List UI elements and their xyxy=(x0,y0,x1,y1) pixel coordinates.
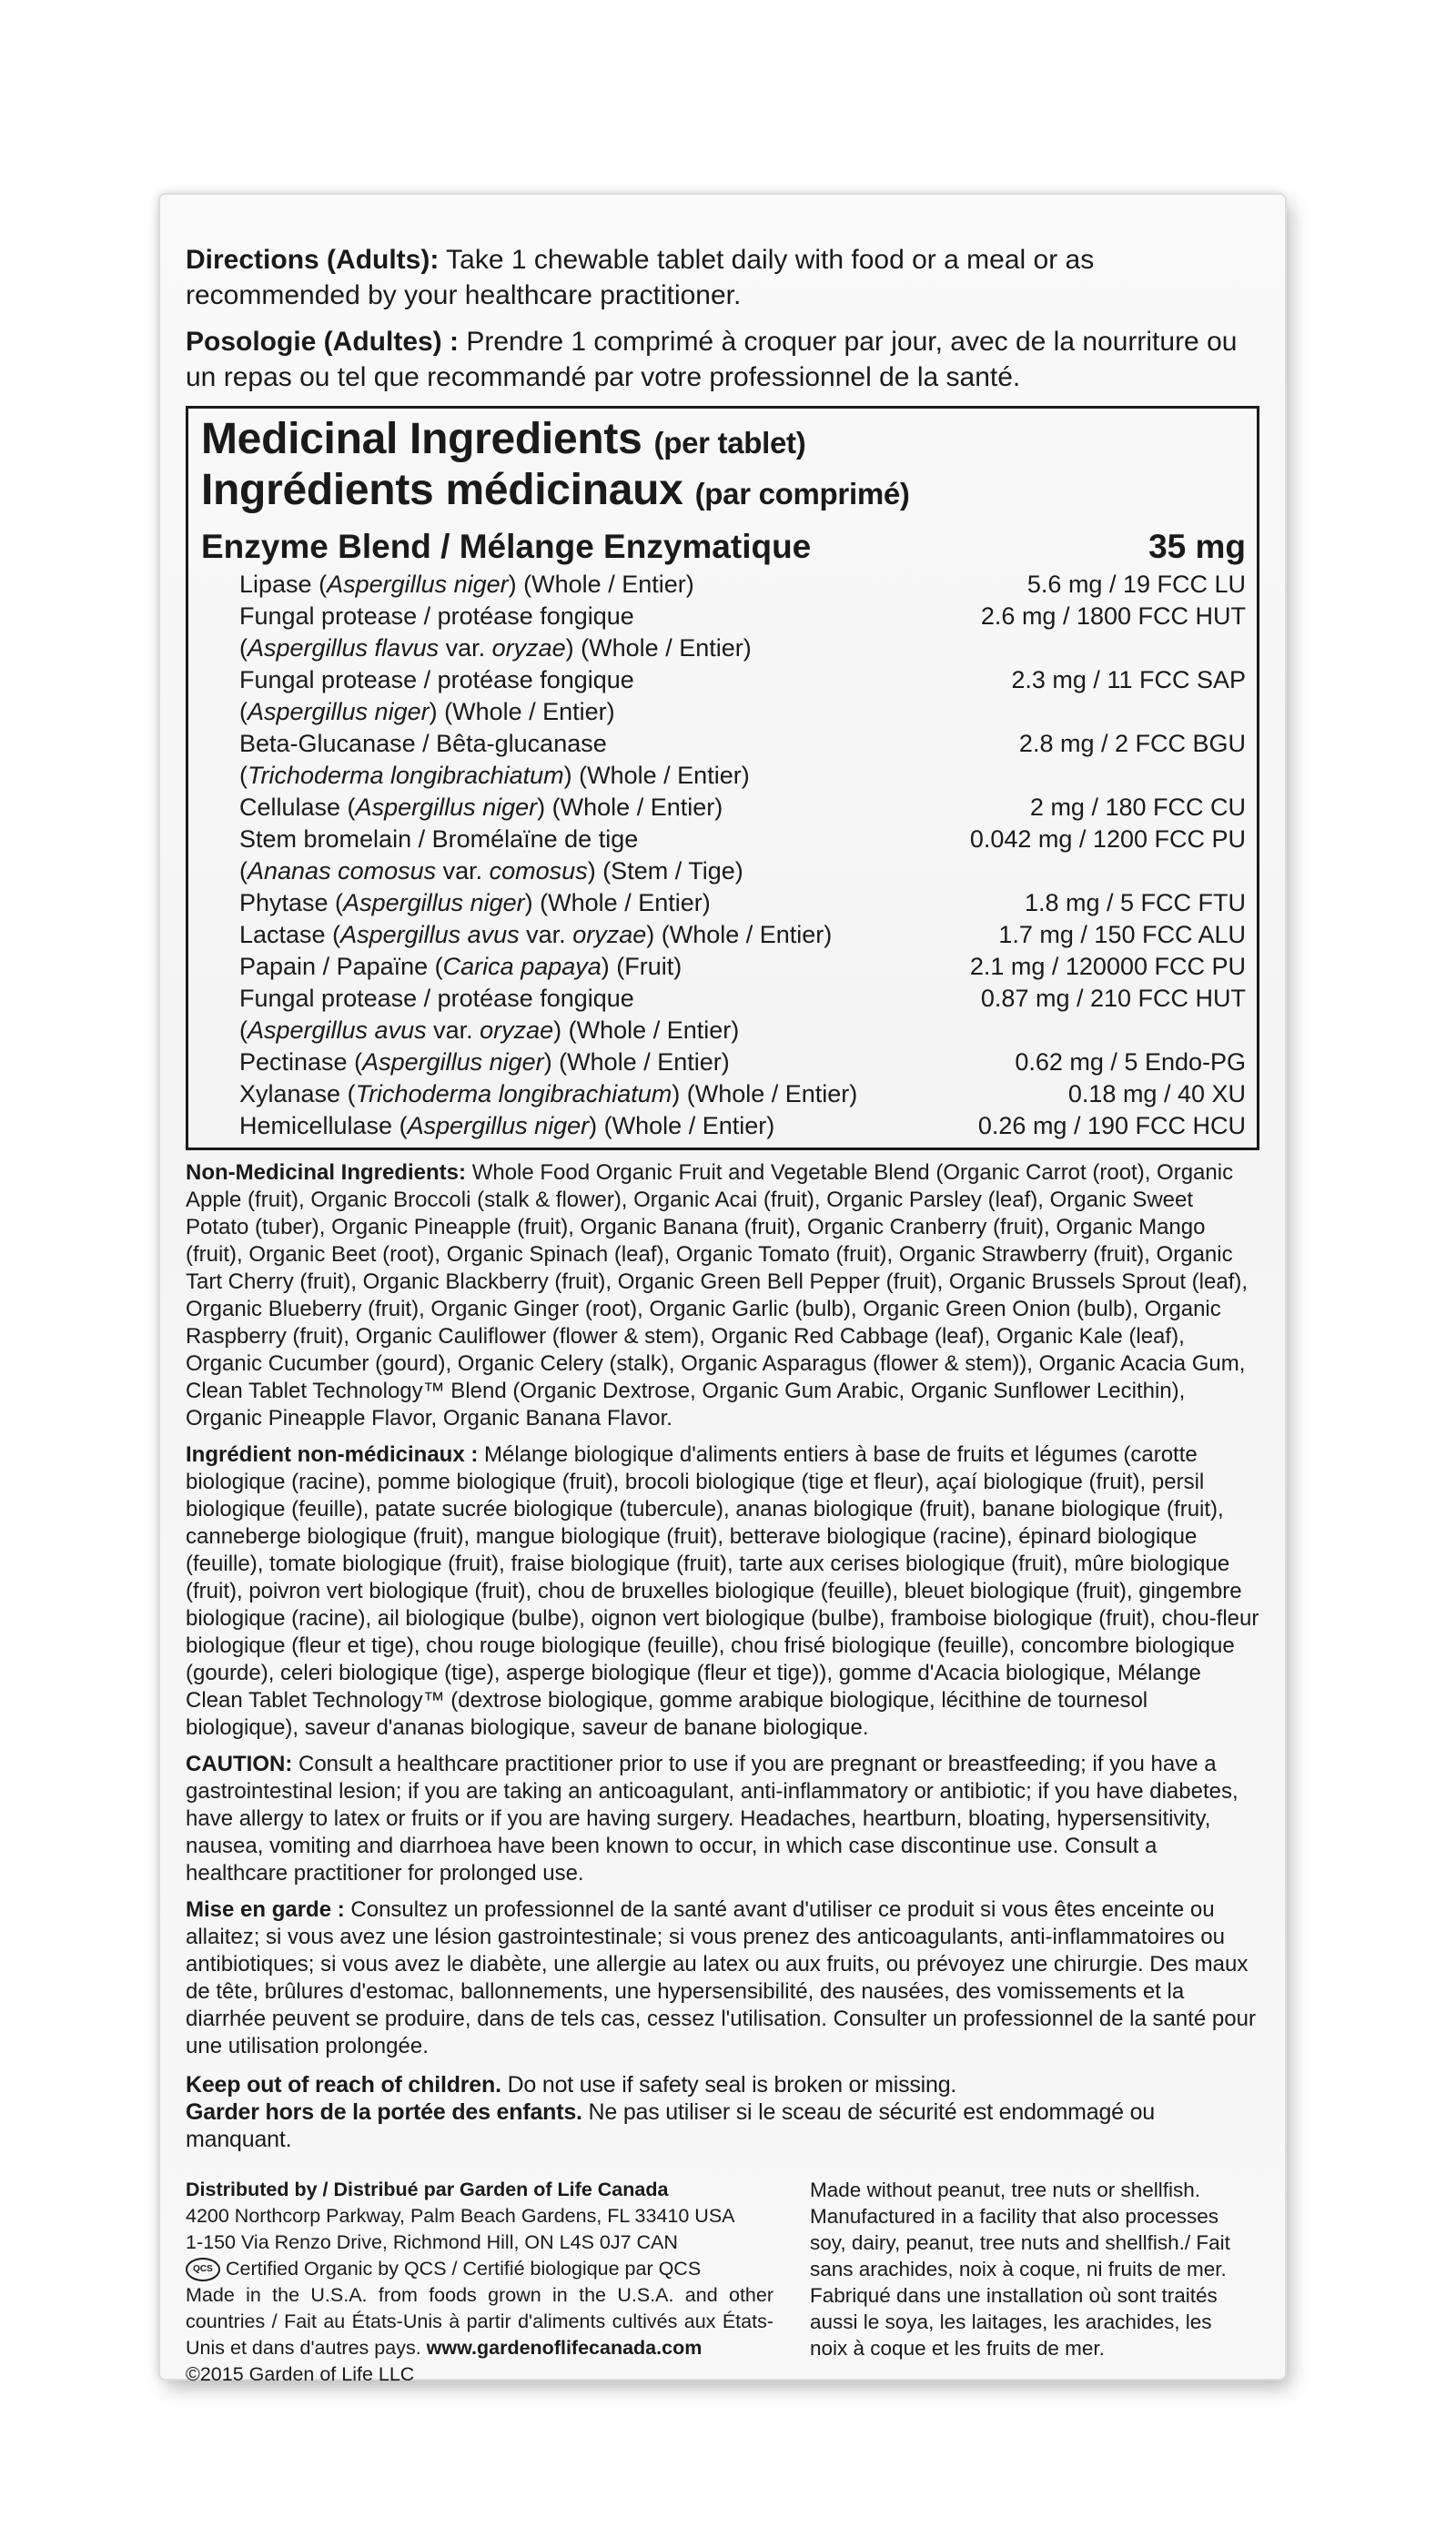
ingredient-name xyxy=(239,696,1237,728)
website: www.gardenoflifecanada.com xyxy=(426,2337,703,2359)
directions-fr-label: Posologie (Adultes) : xyxy=(186,327,459,357)
ingredient-name-part: ) (Whole / Entier) xyxy=(429,698,615,725)
ingredient-name-part: oryzae xyxy=(572,921,647,948)
ingredient-name-part: Aspergillus niger xyxy=(327,571,509,598)
ingredients-title-en xyxy=(201,416,1246,467)
non-medicinal-en-label: Non-Medicinal Ingredients: xyxy=(186,1160,467,1185)
ingredient-name-part: Fungal protease / protéase fongique xyxy=(239,985,634,1012)
ingredient-rows xyxy=(239,569,1246,1142)
ingredient-name xyxy=(239,1110,969,1142)
label-panel xyxy=(160,195,1285,2385)
keep-out-of-reach-en xyxy=(186,2071,1259,2098)
ingredient-name-part: Stem bromelain / Bromélaïne de tige xyxy=(239,825,639,853)
ingredient-name xyxy=(239,760,1237,792)
ingredient-name-part: ) (Whole / Entier) xyxy=(672,1080,858,1107)
distributor-label: Distributed by / Distribué par Garden of Life Canada xyxy=(186,2179,669,2200)
directions-en-label: Directions (Adults): xyxy=(186,245,440,275)
ingredient-name-part: ) (Whole / Entier) xyxy=(565,634,752,662)
qcs-logo-icon: QCS xyxy=(186,2258,220,2281)
ingredient-row xyxy=(239,855,1246,887)
ingredient-name-part: Lipase ( xyxy=(239,571,328,598)
distributor-address-us: 4200 Northcorp Parkway, Palm Beach Gardens, FL 33410 USA xyxy=(186,2205,735,2227)
ingredient-row xyxy=(239,983,1246,1015)
ingredient-name-part: Lactase ( xyxy=(239,921,341,948)
ingredient-name-part: ( xyxy=(239,698,248,725)
caution-en-text: Consult a healthcare practitioner prior to use if you are pregnant or breastfeeding; if you have a gastrointestinal lesion; if you are taking an anticoagulant, anti-inflammatory or antibiotic; if you have diabetes, have allergy to latex or fruits or if you are having surgery. Headaches, heartburn, bloating, hypersensitivity, nausea, vomiting and diarrhoea have been known to occur, in which case discontinue use. Consult a healthcare practitioner for prolonged use. xyxy=(186,1752,1239,1886)
ingredient-row xyxy=(239,632,1246,664)
ingredient-row xyxy=(239,696,1246,728)
enzyme-blend-row xyxy=(201,527,1246,567)
ingredient-name-part: var. xyxy=(436,857,490,885)
ingredient-row xyxy=(239,919,1246,951)
ingredient-name-part: Carica papaya xyxy=(442,953,602,980)
ingredient-name-part: Fungal protease / protéase fongique xyxy=(239,602,634,630)
ingredient-row xyxy=(239,1015,1246,1046)
ingredient-amount: 2 mg / 180 FCC CU xyxy=(1029,794,1246,821)
certified-organic: Certified Organic by QCS / Certifié biologique par QCS xyxy=(225,2258,702,2280)
ingredient-amount: 0.62 mg / 5 Endo-PG xyxy=(1015,1048,1246,1076)
keep-en-label: Keep out of reach of children. xyxy=(186,2072,501,2098)
ingredient-name-part: ( xyxy=(239,857,248,885)
directions-en xyxy=(186,242,1259,313)
ingredient-name-part: Cellulase ( xyxy=(239,794,356,821)
label-content xyxy=(186,242,1259,2388)
ingredient-name-part: ( xyxy=(239,634,248,662)
keep-en-text: Do not use if safety seal is broken or missing. xyxy=(507,2072,957,2098)
ingredient-name xyxy=(239,632,1237,664)
copyright: ©2015 Garden of Life LLC xyxy=(186,2363,415,2385)
ingredient-name-part: Trichoderma longibrachiatum xyxy=(248,762,564,789)
ingredient-name xyxy=(239,824,961,855)
non-medicinal-fr-text: Mélange biologique d'aliments entiers à base de fruits et légumes (carotte biologique (racine), pomme biologique (fruit), brocoli biologique (tige et fleur), açaí biologique (fruit), persil biologique (feuille), patate sucrée biologique (tubercule), ananas biologique (fruit), banane biologique (fruit), canneberge biologique (fruit), mangue biologique (fruit), betterave biologique (racine), épinard biologique (feuille), tomate biologique (fruit), fraise biologique (fruit), tarte aux cerises biologique (fruit), mûre biologique (fruit), poivron vert biologique (fruit), chou de bruxelles biologique (feuille), bleuet biologique (fruit), gingembre biologique (racine), ail biologique (bulbe), oignon vert biologique (bulbe), framboise biologique (fruit), chou-fleur biologique (fleur et tige), chou rouge biologique (feuille), chou frisé biologique (feuille), concombre biologique (gourde), celeri biologique (tige), asperge biologique (fleur et tige)), gomme d'Acacia biologique, Mélange Clean Tablet Technology™ (dextrose biologique, gomme arabique biologique, lécithine de tournesol biologique), saveur d'ananas biologique, saveur de banane biologique. xyxy=(186,1442,1259,1740)
ingredients-title-en-sub: (per tablet) xyxy=(653,426,806,460)
ingredient-amount: 0.042 mg / 1200 FCC PU xyxy=(969,825,1246,853)
caution-fr-text: Consultez un professionnel de la santé avant d'utiliser ce produit si vous êtes enceinte ou allaitez; si vous avez une lésion gastrointestinale; si vous prenez des anticoagulants, anti-inflammatoires ou antibiotiques; si vous avez le diabète, une allergie au latex ou aux fruits, ou prévoyez une chirurgie. Des maux de tête, brûlures d'estomac, ballonnements, une hypersensibilité, des nausées, des vomissements et la diarrhée peuvent se produire, dans de tels cas, cessez l'utilisation. Consulter un professionnel de la santé pour une utilisation prolongée. xyxy=(186,1897,1256,2058)
ingredient-name-part: ) (Whole / Entier) xyxy=(589,1112,775,1139)
distributor-block xyxy=(186,2177,774,2388)
ingredient-amount: 2.1 mg / 120000 FCC PU xyxy=(969,953,1246,980)
ingredient-name-part: Phytase ( xyxy=(239,889,344,916)
ingredient-name-part: Papain / Papaïne ( xyxy=(239,953,443,980)
ingredient-name-part: ) (Whole / Entier) xyxy=(646,921,833,948)
caution-fr xyxy=(186,1896,1259,2060)
ingredient-name xyxy=(239,1015,1237,1046)
ingredient-name-part: ) (Stem / Tige) xyxy=(587,857,743,885)
ingredient-name xyxy=(239,601,972,632)
ingredient-row xyxy=(239,1110,1246,1142)
ingredient-name xyxy=(239,887,1016,919)
ingredient-name-part: var. xyxy=(426,1016,480,1044)
caution-en xyxy=(186,1751,1259,1887)
ingredient-row xyxy=(239,728,1246,760)
ingredient-name-part: Beta-Glucanase / Bêta-glucanase xyxy=(239,730,607,757)
ingredient-amount: 0.18 mg / 40 XU xyxy=(1067,1080,1246,1107)
caution-en-label: CAUTION: xyxy=(186,1752,293,1776)
ingredient-name-part: oryzae xyxy=(491,634,566,662)
non-medicinal-fr-label: Ingrédient non-médicinaux : xyxy=(186,1442,479,1467)
ingredient-name-part: Aspergillus niger xyxy=(355,794,538,821)
medicinal-ingredients-box xyxy=(186,406,1259,1150)
ingredient-name-part: var. xyxy=(519,921,573,948)
ingredient-row xyxy=(239,1078,1246,1110)
directions-en-text: Take 1 chewable tablet daily with food or a meal or as recommended by your healthcare practitioner. xyxy=(186,245,1095,310)
ingredient-row xyxy=(239,569,1246,601)
ingredients-title-fr xyxy=(201,467,1246,518)
ingredient-name-part: ) (Fruit) xyxy=(601,953,682,980)
bottom-section xyxy=(186,2177,1259,2388)
ingredient-name-part: Fungal protease / protéase fongique xyxy=(239,666,634,693)
ingredient-name-part: Pectinase ( xyxy=(239,1048,363,1076)
ingredient-name-part: ) (Whole / Entier) xyxy=(563,762,750,789)
non-medicinal-en xyxy=(186,1159,1259,1432)
ingredient-name xyxy=(239,664,1002,696)
ingredient-name-part: oryzae xyxy=(480,1016,554,1044)
ingredient-amount: 2.8 mg / 2 FCC BGU xyxy=(1018,730,1246,757)
ingredient-name-part: Aspergillus avus xyxy=(340,921,520,948)
ingredient-row xyxy=(239,792,1246,824)
ingredient-amount: 0.26 mg / 190 FCC HCU xyxy=(977,1112,1246,1139)
ingredient-name-part: ) (Whole / Entier) xyxy=(508,571,694,598)
ingredient-amount: 1.7 mg / 150 FCC ALU xyxy=(998,921,1246,948)
ingredient-row xyxy=(239,601,1246,632)
ingredient-name-part: Aspergillus niger xyxy=(362,1048,544,1076)
ingredient-name xyxy=(239,569,1018,601)
ingredient-name xyxy=(239,792,1021,824)
ingredient-amount: 2.3 mg / 11 FCC SAP xyxy=(1011,666,1246,693)
ingredient-name-part: Aspergillus avus xyxy=(248,1016,427,1044)
ingredient-row xyxy=(239,951,1246,983)
ingredient-name-part: ( xyxy=(239,1016,248,1044)
ingredient-name xyxy=(239,1078,1059,1110)
ingredient-name-part: ) (Whole / Entier) xyxy=(553,1016,740,1044)
directions-fr xyxy=(186,324,1259,395)
ingredient-name-part: Aspergillus flavus xyxy=(248,634,440,662)
non-medicinal-en-text: Whole Food Organic Fruit and Vegetable Blend (Organic Carrot (root), Organic Apple (fruit), Organic Broccoli (stalk & flower), Organic Acai (fruit), Organic Parsley (leaf), Organic Sweet Potato (tuber), Organic Pineapple (fruit), Organic Banana (fruit), Organic Cranberry (fruit), Organic Mango (fruit), Organic Beet (root), Organic Spinach (leaf), Organic Tomato (fruit), Organic Strawberry (fruit), Organic Tart Cherry (fruit), Organic Blackberry (fruit), Organic Green Bell Pepper (fruit), Organic Brussels Sprout (leaf), Organic Blueberry (fruit), Organic Ginger (root), Organic Garlic (bulb), Organic Green Onion (bulb), Organic Raspberry (fruit), Organic Cauliflower (flower & stem), Organic Red Cabbage (leaf), Organic Kale (leaf), Organic Cucumber (gourd), Organic Celery (stalk), Organic Asparagus (flower & stem)), Organic Acacia Gum, Clean Tablet Technology™ Blend (Organic Dextrose, Organic Gum Arabic, Organic Sunflower Lecithin), Organic Pineapple Flavor, Organic Banana Flavor. xyxy=(186,1160,1249,1431)
keep-out-of-reach-fr xyxy=(186,2098,1259,2153)
directions-fr-text: Prendre 1 comprimé à croquer par jour, avec de la nourriture ou un repas ou tel que recommandé par votre professionnel de la santé. xyxy=(186,327,1238,392)
enzyme-blend-amount: 35 mg xyxy=(1148,528,1246,565)
ingredient-name-part: Aspergillus niger xyxy=(407,1112,590,1139)
ingredients-title-fr-main: Ingrédients médicinaux xyxy=(201,466,683,514)
ingredient-name-part: Ananas comosus xyxy=(248,857,437,885)
ingredient-name-part: Aspergillus niger xyxy=(343,889,525,916)
ingredients-title-fr-sub: (par comprimé) xyxy=(694,477,910,511)
ingredient-name xyxy=(239,983,972,1015)
ingredient-amount: 1.8 mg / 5 FCC FTU xyxy=(1024,889,1246,916)
ingredient-amount: 2.6 mg / 1800 FCC HUT xyxy=(980,602,1246,630)
distributor-address-ca: 1-150 Via Renzo Drive, Richmond Hill, ON L4S 0J7 CAN xyxy=(186,2231,678,2253)
ingredient-name-part: var. xyxy=(439,634,492,662)
enzyme-blend-name: Enzyme Blend / Mélange Enzymatique xyxy=(201,528,812,565)
ingredient-name xyxy=(239,728,1010,760)
ingredient-name xyxy=(239,919,989,951)
non-medicinal-fr xyxy=(186,1441,1259,1742)
ingredient-row xyxy=(239,760,1246,792)
ingredient-row xyxy=(239,824,1246,855)
keep-fr-text: Ne pas utiliser si le sceau de sécurité est endommagé ou manquant. xyxy=(186,2099,1156,2152)
ingredient-name-part: ) (Whole / Entier) xyxy=(537,794,723,821)
allergen-text: Made without peanut, tree nuts or shellfish. Manufactured in a facility that also processes soy, dairy, peanut, tree nuts and shellfish./ Fait sans arachides, noix à coque, ni fruits de mer. Fabriqué dans une installation où sont traités aussi le soya, les laitages, les arachides, les noix à coque et les fruits de mer. xyxy=(810,2179,1230,2360)
ingredient-amount: 0.87 mg / 210 FCC HUT xyxy=(980,985,1246,1012)
ingredient-row xyxy=(239,664,1246,696)
ingredient-name-part: ) (Whole / Entier) xyxy=(524,889,711,916)
allergen-block xyxy=(810,2177,1238,2388)
ingredient-name xyxy=(239,951,961,983)
ingredient-amount: 5.6 mg / 19 FCC LU xyxy=(1026,571,1246,598)
ingredient-name xyxy=(239,1046,1006,1078)
ingredient-row xyxy=(239,1046,1246,1078)
ingredient-name-part: Trichoderma longibrachiatum xyxy=(355,1080,672,1107)
ingredient-name-part: Aspergillus niger xyxy=(248,698,430,725)
ingredients-title-en-main: Medicinal Ingredients xyxy=(201,415,642,463)
ingredient-name xyxy=(239,855,1237,887)
ingredient-name-part: ( xyxy=(239,762,248,789)
ingredient-name-part: Hemicellulase ( xyxy=(239,1112,408,1139)
made-in: Made in the U.S.A. from foods grown in the U.S.A. and other countries / Fait au États-Unis à partir d'aliments cultivés aux États-Unis et dans d'autres pays. xyxy=(186,2284,774,2359)
ingredient-name-part: ) (Whole / Entier) xyxy=(543,1048,730,1076)
ingredient-row xyxy=(239,887,1246,919)
ingredient-name-part: comosus xyxy=(489,857,588,885)
ingredient-name-part: Xylanase ( xyxy=(239,1080,356,1107)
keep-fr-label: Garder hors de la portée des enfants. xyxy=(186,2099,582,2125)
caution-fr-label: Mise en garde : xyxy=(186,1897,345,1922)
